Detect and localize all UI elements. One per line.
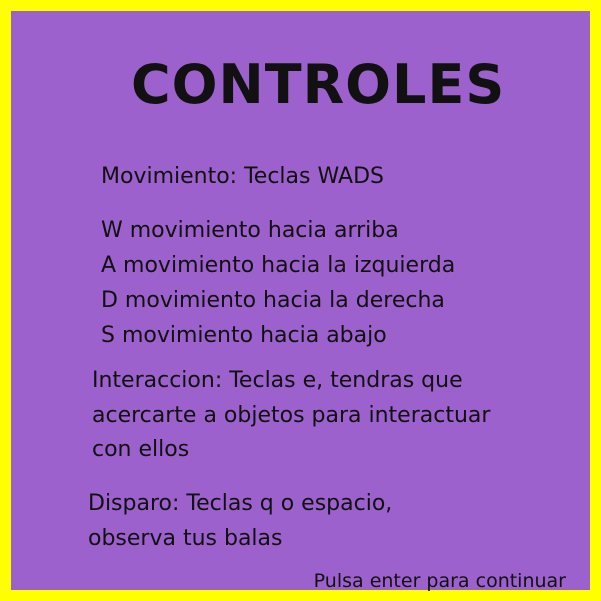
shooting-instructions (88, 487, 392, 556)
interaction-line: con ellos (92, 437, 190, 462)
movement-keys-list (101, 213, 455, 353)
interaction-line: Interaccion: Teclas e, tendras que (92, 368, 463, 393)
shooting-line: observa tus balas (88, 525, 283, 551)
key-a-description: A movimiento hacia la izquierda (101, 253, 456, 278)
continue-prompt[interactable]: Pulsa enter para continuar (313, 570, 566, 592)
key-s-description: S movimiento hacia abajo (101, 323, 387, 348)
shooting-line: Disparo: Teclas q o espacio, (88, 491, 393, 516)
key-w-description: W movimiento hacia arriba (101, 218, 399, 243)
movement-heading: Movimiento: Teclas WADS (101, 164, 384, 189)
interaction-line: acercarte a objetos para interactuar (92, 402, 491, 428)
interaction-instructions (92, 364, 490, 468)
screen-title: CONTROLES (131, 53, 506, 116)
key-d-description: D movimiento hacia la derecha (101, 288, 445, 313)
